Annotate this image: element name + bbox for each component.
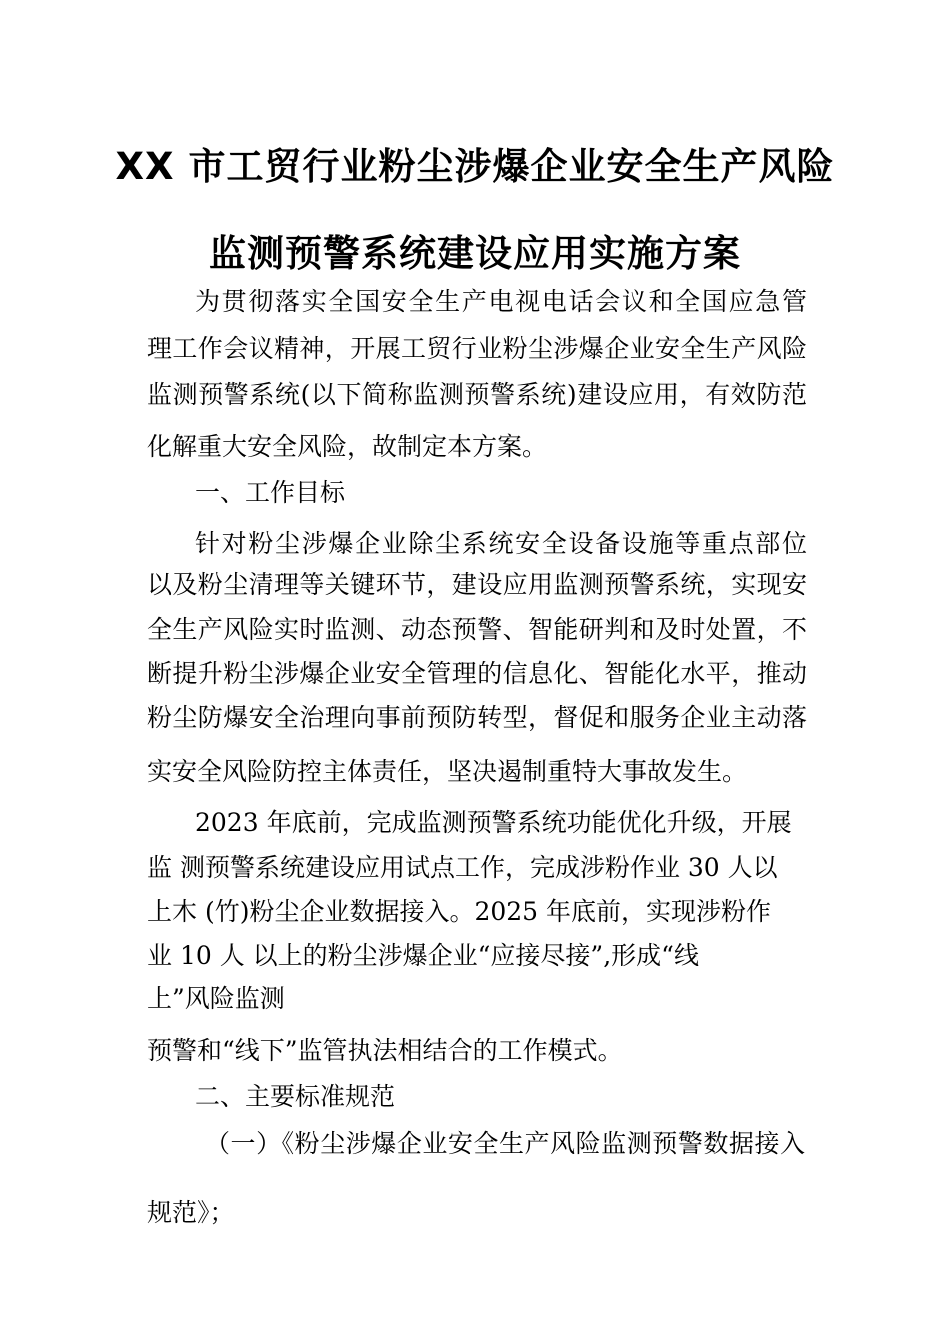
standard-line-2: 规范》； <box>147 1198 235 1227</box>
intro-line-1: 为贯彻落实全国安全生产电视电话会议和全国应急管 <box>195 287 807 316</box>
goal-line-2: 以及粉尘清理等关键环节，建设应用监测预警系统，实现安 <box>147 570 807 599</box>
goal-line-1: 针对粉尘涉爆企业除尘系统安全设备设施等重点部位 <box>195 529 807 558</box>
plan-line-5: 上”风险监测 <box>147 984 285 1013</box>
plan-line-4: 业 10 人 以上的粉尘涉爆企业“应接尽接”,形成“线 <box>147 941 699 970</box>
section-heading-goals: 一、工作目标 <box>195 478 346 507</box>
document-title-line-2: 监测预警系统建设应用实施方案 <box>209 232 741 275</box>
goal-line-5: 粉尘防爆安全治理向事前预防转型，督促和服务企业主动落 <box>147 703 807 732</box>
goal-line-6: 实安全风险防控主体责任，坚决遏制重特大事故发生。 <box>147 757 748 786</box>
plan-line-1: 2023 年底前，完成监测预警系统功能优化升级，开展 <box>195 808 792 837</box>
document-title-line-1: XX 市工贸行业粉尘涉爆企业安全生产风险 <box>115 145 835 188</box>
intro-line-3: 监测预警系统(以下简称监测预警系统)建设应用，有效防范 <box>147 380 807 409</box>
section-heading-standards: 二、主要标准规范 <box>195 1082 396 1111</box>
goal-line-4: 断提升粉尘涉爆企业安全管理的信息化、智能化水平，推动 <box>147 659 807 688</box>
goal-line-3: 全生产风险实时监测、动态预警、智能研判和及时处置，不 <box>147 615 807 644</box>
plan-line-6: 预警和“线下”监管执法相结合的工作模式。 <box>147 1036 623 1065</box>
plan-line-2: 监 测预警系统建设应用试点工作，完成涉粉作业 30 人以 <box>147 853 778 882</box>
intro-line-4: 化解重大安全风险，故制定本方案。 <box>147 432 548 461</box>
standard-line-1: （一）《粉尘涉爆企业安全生产风险监测预警数据接入 <box>205 1129 805 1158</box>
intro-line-2: 理工作会议精神，开展工贸行业粉尘涉爆企业安全生产风险 <box>147 334 807 363</box>
plan-line-3: 上木 (竹)粉尘企业数据接入。2025 年底前，实现涉粉作 <box>147 897 772 926</box>
